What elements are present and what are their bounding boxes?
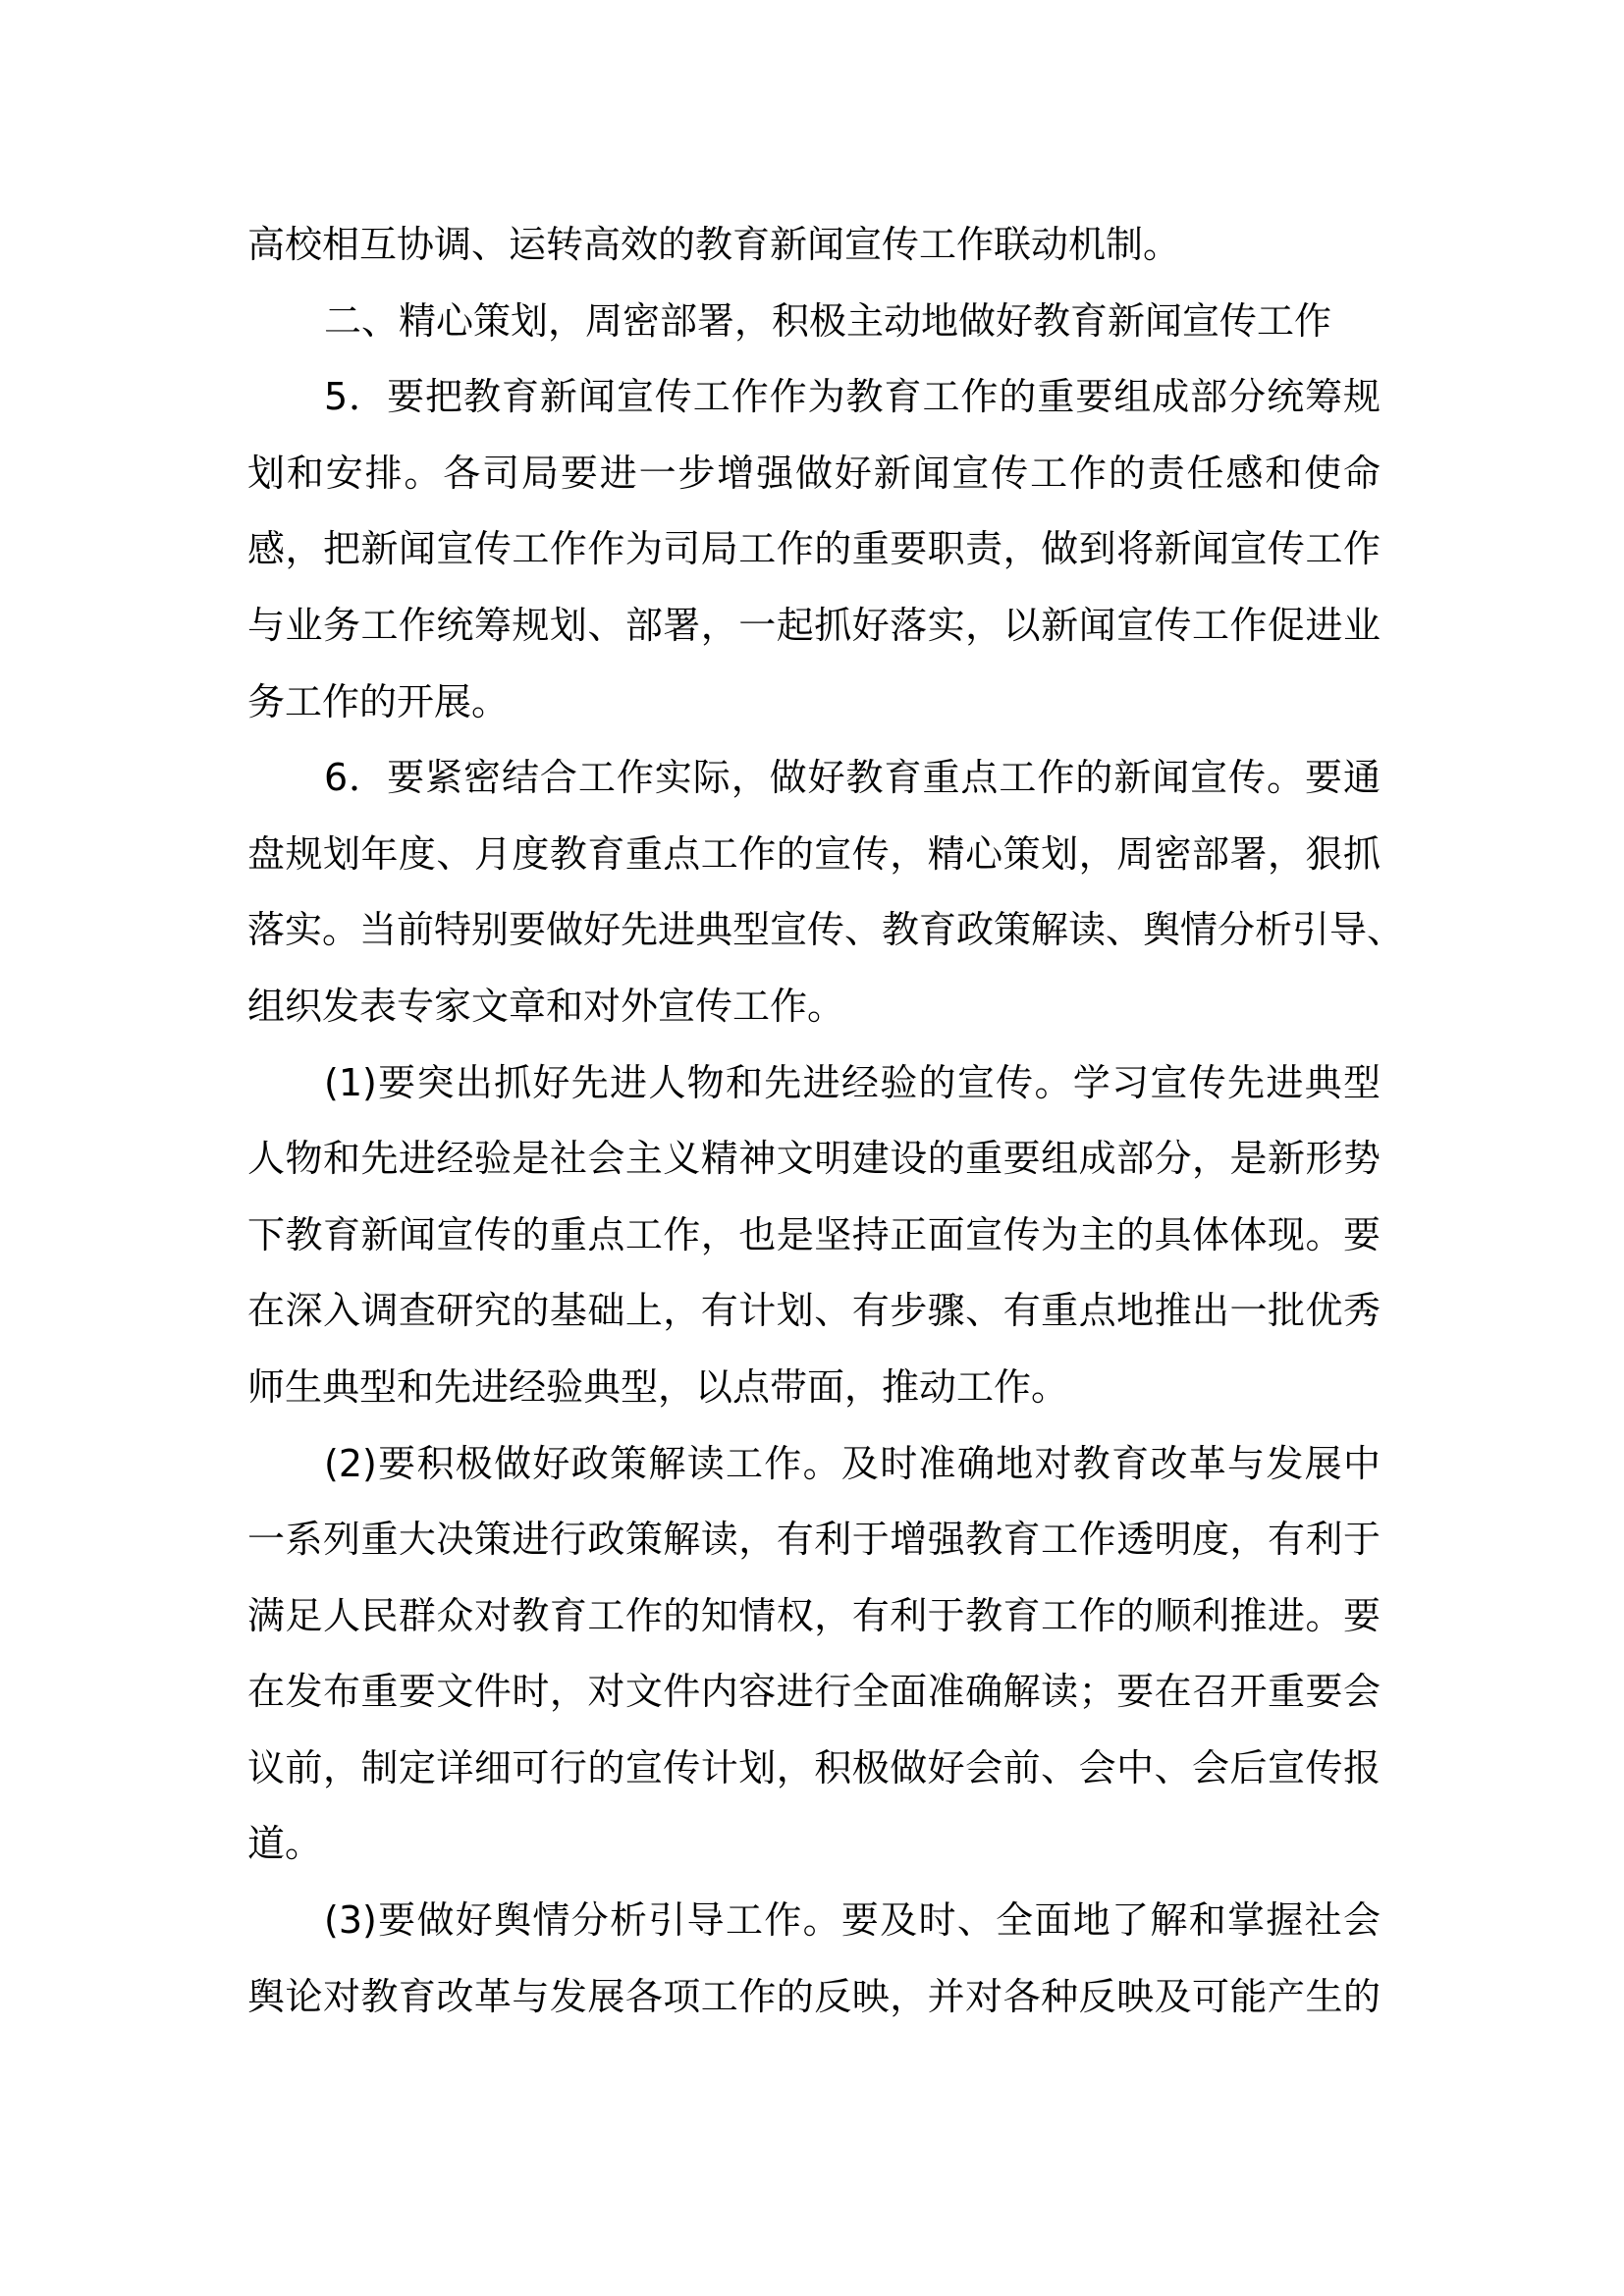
text-line: (1)要突出抓好先进人物和先进经验的宣传。学习宣传先进典型	[324, 1060, 1380, 1104]
text-line: 师生典型和先进经验典型，以点带面，推动工作。	[247, 1364, 1069, 1409]
paragraph-continuation	[247, 207, 1380, 284]
text-line: 感，把新闻宣传工作作为司局工作的重要职责，做到将新闻宣传工作	[247, 527, 1380, 571]
section-heading	[247, 284, 1380, 360]
text-line: 人物和先进经验是社会主义精神文明建设的重要组成部分，是新形势	[247, 1137, 1380, 1181]
text-line: 满足人民群众对教育工作的知情权，有利于教育工作的顺利推进。要	[247, 1593, 1380, 1637]
paragraph-sub-1	[247, 1045, 1380, 1426]
text-line: 5．要把教育新闻宣传工作作为教育工作的重要组成部分统筹规	[324, 375, 1380, 419]
text-line: 与业务工作统筹规划、部署，一起抓好落实，以新闻宣传工作促进业	[247, 603, 1380, 647]
text-line: 组织发表专家文章和对外宣传工作。	[247, 984, 845, 1028]
text-line: 务工作的开展。	[247, 679, 510, 723]
text-line: 划和安排。各司局要进一步增强做好新闻宣传工作的责任感和使命	[247, 451, 1380, 495]
text-line: 一系列重大决策进行政策解读，有利于增强教育工作透明度，有利于	[247, 1518, 1380, 1562]
paragraph-item-5	[247, 359, 1380, 740]
text-line: (2)要积极做好政策解读工作。及时准确地对教育改革与发展中	[324, 1441, 1380, 1485]
paragraph-sub-2	[247, 1426, 1380, 1884]
text-line: 6．要紧密结合工作实际，做好教育重点工作的新闻宣传。要通	[324, 756, 1380, 800]
text-line: 高校相互协调、运转高效的教育新闻宣传工作联动机制。	[247, 223, 1181, 266]
text-line: 在发布重要文件时，对文件内容进行全面准确解读；要在召开重要会	[247, 1670, 1380, 1714]
paragraph-item-6	[247, 740, 1405, 1044]
text-line: 议前，制定详细可行的宣传计划，积极做好会前、会中、会后宣传报	[247, 1745, 1380, 1789]
text-line: 在深入调查研究的基础上，有计划、有步骤、有重点地推出一批优秀	[247, 1289, 1380, 1333]
text-line: 落实。当前特别要做好先进典型宣传、教育政策解读、舆情分析引导、	[247, 908, 1405, 952]
text-line: (3)要做好舆情分析引导工作。要及时、全面地了解和掌握社会	[324, 1898, 1380, 1943]
text-line: 盘规划年度、月度教育重点工作的宣传，精心策划，周密部署，狠抓	[247, 831, 1380, 876]
text-line: 道。	[247, 1822, 323, 1866]
text-line: 二、精心策划，周密部署，积极主动地做好教育新闻宣传工作	[324, 298, 1332, 343]
text-line: 下教育新闻宣传的重点工作，也是坚持正面宣传为主的具体体现。要	[247, 1212, 1380, 1256]
paragraph-sub-3	[247, 1883, 1380, 2035]
text-line: 舆论对教育改革与发展各项工作的反映，并对各种反映及可能产生的	[247, 1974, 1380, 2018]
document-text-block	[247, 207, 1405, 2035]
